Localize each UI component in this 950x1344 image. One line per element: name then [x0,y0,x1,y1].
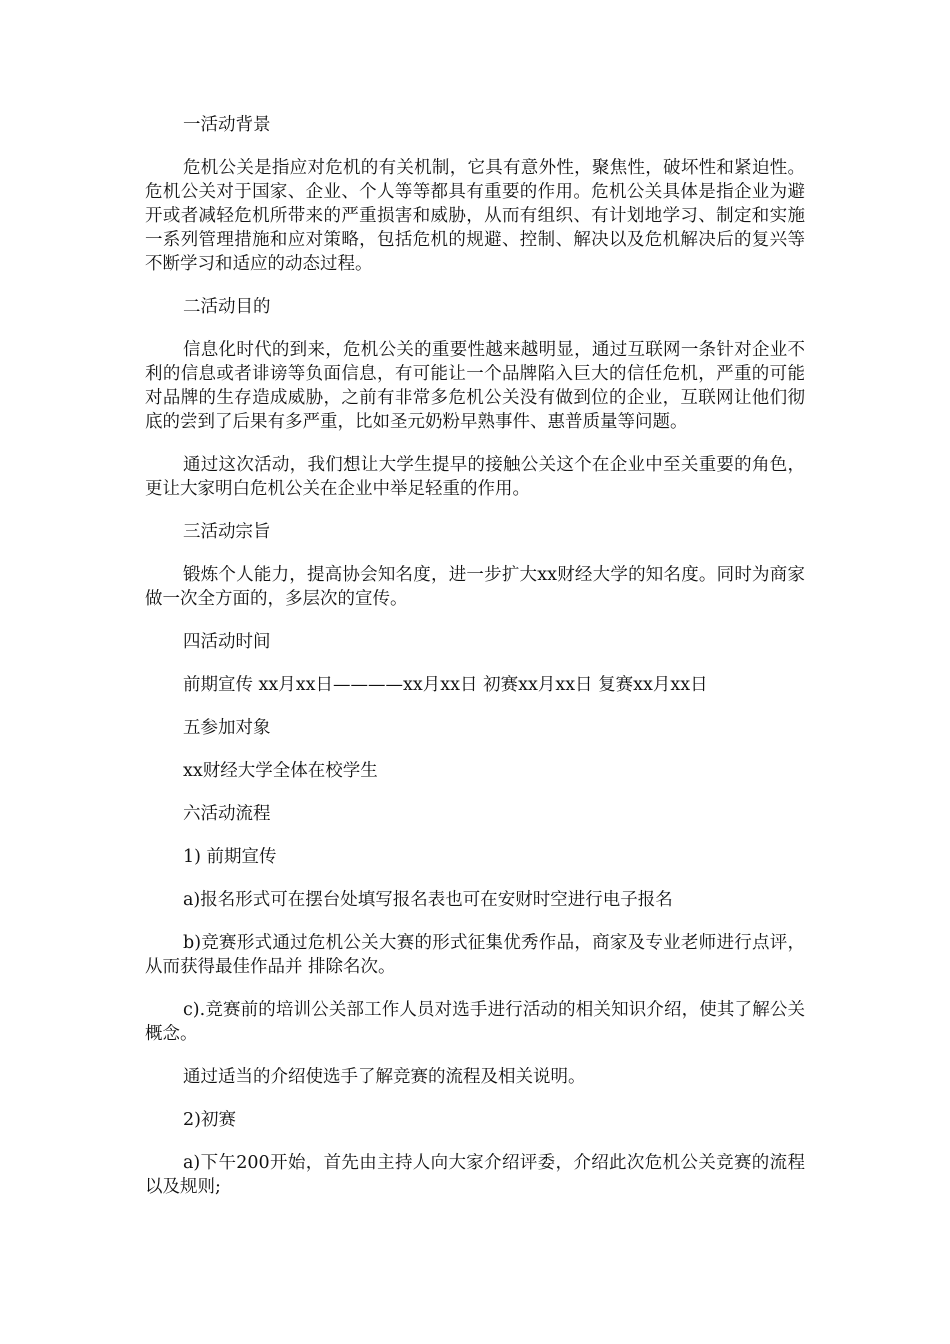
section-heading-process: 六活动流程 [183,804,271,824]
paragraph-introduction: 通过适当的介绍使选手了解竞赛的流程及相关说明。 [183,1067,586,1087]
document-body [145,113,805,1218]
section-heading-purpose: 二活动目的 [183,297,271,317]
paragraph-time: 前期宣传 xx月xx日————xx月xx日 初赛xx月xx日 复赛xx月xx日 [183,675,708,695]
section-heading-time: 四活动时间 [183,632,271,652]
list-item-a-preliminary: a)下午200开始，首先由主持人向大家介绍评委，介绍此次危机公关竞赛的流程以及规则; [145,1153,805,1197]
section-heading-aim: 三活动宗旨 [183,522,271,542]
list-item-c-training: c).竞赛前的培训公关部工作人员对选手进行活动的相关知识介绍，使其了解公关概念。 [145,1000,805,1044]
section-heading-background: 一活动背景 [183,115,271,135]
paragraph-aim: 锻炼个人能力，提高协会知名度，进一步扩大xx财经大学的知名度。同时为商家做一次全方面的，多层次的宣传。 [145,565,805,609]
subheading-preliminary: 2)初赛 [183,1110,236,1130]
list-item-b-competition: b)竞赛形式通过危机公关大赛的形式征集优秀作品，商家及专业老师进行点评，从而获得最佳作品并 排除名次。 [145,933,805,977]
subheading-promotion: 1) 前期宣传 [183,847,277,867]
list-item-a-registration: a)报名形式可在摆台处填写报名表也可在安财时空进行电子报名 [183,890,673,910]
paragraph-background: 危机公关是指应对危机的有关机制，它具有意外性，聚焦性，破坏性和紧迫性。危机公关对于国家、企业、个人等等都具有重要的作用。危机公关具体是指企业为避开或者减轻危机所带来的严重损害和威胁，从而有组织、有计划地学习、制定和实施一系列管理措施和应对策略，包括危机的规避、控制、解决以及危机解决后的复兴等不断学习和适应的动态过程。 [145,158,805,274]
paragraph-participants: xx财经大学全体在校学生 [183,761,378,781]
paragraph-purpose-1: 信息化时代的到来，危机公关的重要性越来越明显，通过互联网一条针对企业不利的信息或者诽谤等负面信息，有可能让一个品牌陷入巨大的信任危机，严重的可能对品牌的生存造成威胁，之前有非常多危机公关没有做到位的企业，互联网让他们彻底的尝到了后果有多严重，比如圣元奶粉早熟事件、惠普质量等问题。 [145,340,805,432]
section-heading-participants: 五参加对象 [183,718,271,738]
paragraph-purpose-2: 通过这次活动，我们想让大学生提早的接触公关这个在企业中至关重要的角色，更让大家明白危机公关在企业中举足轻重的作用。 [145,455,805,499]
